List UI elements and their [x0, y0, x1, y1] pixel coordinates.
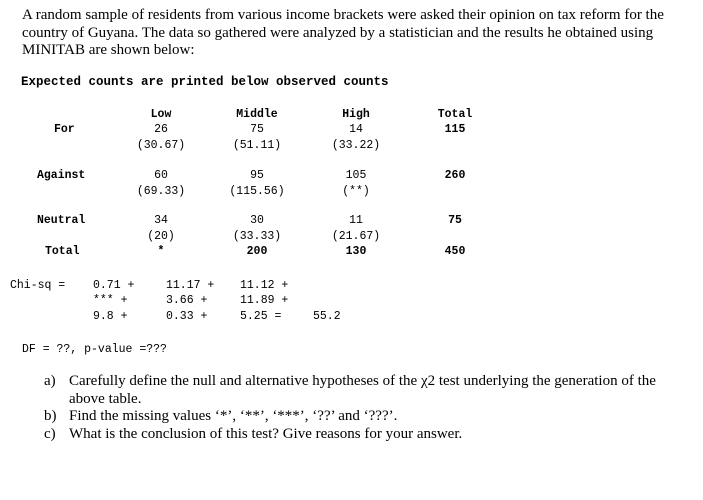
cell-observed: 14: [349, 123, 363, 136]
intro-paragraph: A random sample of residents from various income brackets were asked their opinion on tax reform for the country of Guyana. The data so gathered were analyzed by a statistician and the results he obtained using MINITAB are shown below:: [22, 7, 664, 58]
cell-observed: 95: [250, 169, 264, 182]
cell-observed: 105: [345, 169, 367, 182]
cell-expected: (**): [342, 185, 370, 198]
row-label-against: Against: [37, 169, 86, 182]
cell-observed: 11: [349, 214, 363, 227]
chi-sq-term: 3.66 +: [166, 294, 208, 307]
expected-counts-header: Expected counts are printed below observed counts: [21, 75, 389, 89]
cell-grand-total: 450: [444, 245, 466, 258]
cell-observed: 34: [154, 214, 168, 227]
cell-expected: (33.33): [232, 230, 282, 243]
question-label: b): [44, 408, 57, 424]
column-header-low: Low: [150, 108, 172, 121]
cell-expected: (51.11): [232, 139, 282, 152]
cell-row-total: 115: [444, 123, 466, 136]
cell-row-total: 260: [444, 169, 466, 182]
cell-observed: 75: [250, 123, 264, 136]
question-label: a): [44, 373, 56, 389]
chi-sq-term: 11.12 +: [240, 279, 289, 292]
question-label: c): [44, 425, 56, 442]
chi-sq-term: 5.25 =: [240, 310, 282, 323]
cell-expected: (20): [147, 230, 175, 243]
chi-sq-term: 11.17 +: [166, 279, 215, 292]
column-header-high: High: [342, 108, 370, 121]
cell-expected: (33.22): [331, 139, 381, 152]
chi-sq-term: *** +: [93, 294, 128, 307]
row-label-neutral: Neutral: [37, 214, 86, 227]
cell-expected: (115.56): [229, 185, 285, 198]
chi-sq-term: 11.89 +: [240, 294, 289, 307]
cell-observed: 26: [154, 123, 168, 136]
cell-expected: (21.67): [331, 230, 381, 243]
row-label-for: For: [54, 123, 75, 136]
question-item: [44, 408, 674, 426]
chi-sq-total: 55.2: [313, 310, 341, 323]
df-pvalue-line: DF = ??, p-value =???: [22, 343, 167, 356]
cell-column-total: 130: [345, 245, 367, 258]
cell-column-total: 200: [246, 245, 268, 258]
chi-sq-label: Chi-sq =: [10, 279, 66, 292]
question-text: What is the conclusion of this test? Give reasons for your answer.: [69, 425, 463, 442]
question-item: [44, 373, 674, 408]
question-list: [44, 373, 674, 443]
cell-expected: (30.67): [136, 139, 186, 152]
question-text: Carefully define the null and alternative hypotheses of the χ2 test underlying the generation of the above table.: [69, 373, 656, 407]
cell-observed: 30: [250, 214, 264, 227]
column-header-total: Total: [437, 108, 473, 121]
cell-row-total: 75: [448, 214, 462, 227]
question-item: [44, 426, 674, 444]
chi-sq-term: 0.33 +: [166, 310, 208, 323]
cell-expected: (69.33): [136, 185, 186, 198]
question-text: Find the missing values ‘*’, ‘**’, ‘***’, ‘??’ and ‘???’.: [69, 408, 398, 424]
chi-sq-term: 9.8 +: [93, 310, 128, 323]
column-header-middle: Middle: [236, 108, 278, 121]
cell-column-total: *: [157, 245, 165, 258]
row-label-total: Total: [45, 245, 80, 258]
chi-sq-term: 0.71 +: [93, 279, 135, 292]
cell-observed: 60: [154, 169, 168, 182]
